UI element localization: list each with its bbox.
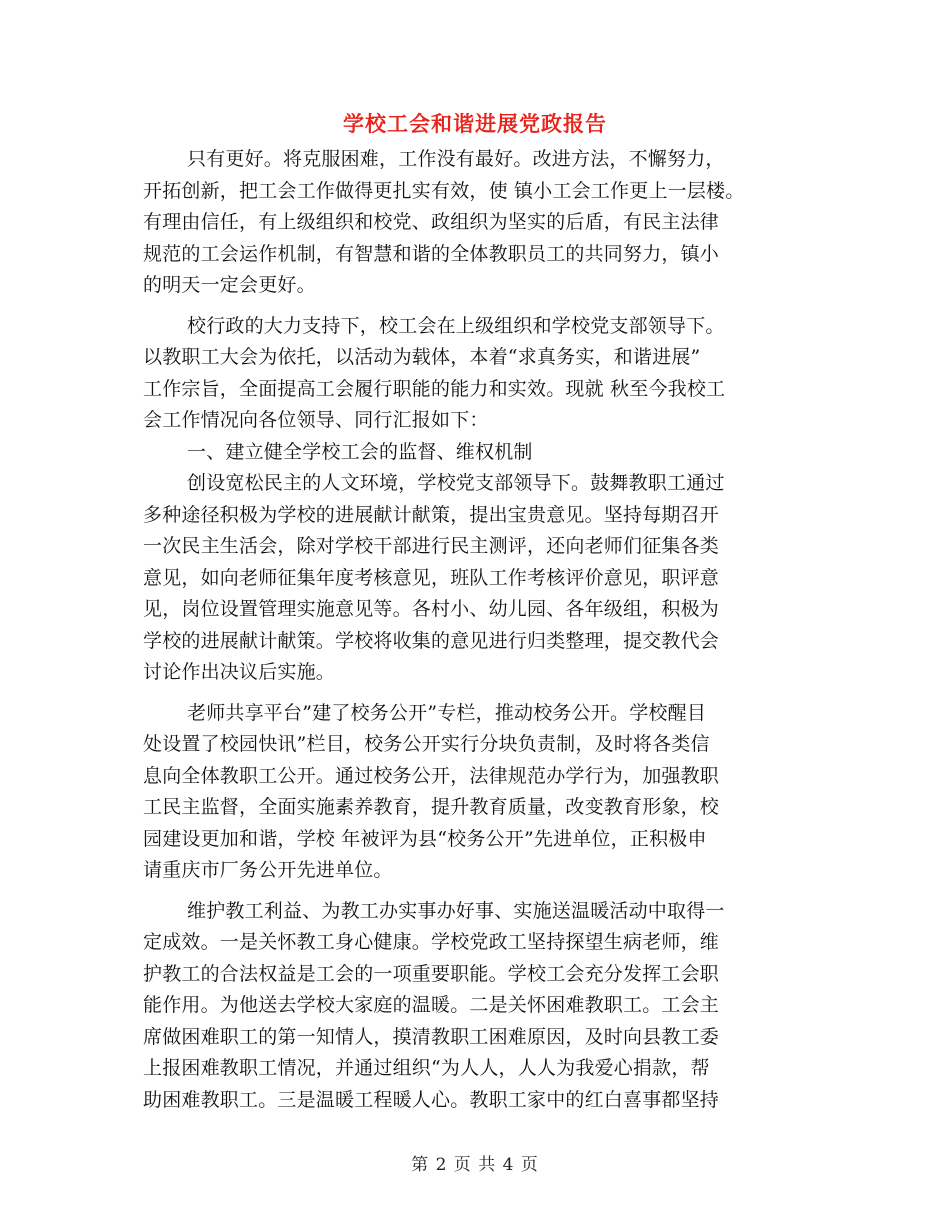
section-heading: 一、建立健全学校工会的监督、维权机制	[187, 440, 533, 463]
paragraph-gap	[143, 689, 807, 698]
text-line: 开拓创新，把工会工作做得更扎实有效，使 镇小工会工作更上一层楼。	[143, 179, 745, 202]
text-line: 请重庆市厂务公开先进单位。	[143, 859, 393, 881]
paragraph-gap	[143, 887, 807, 896]
text-line: 助困难教职工。三是温暖工程暖人心。教职工家中的红白喜事都坚持	[143, 1088, 720, 1111]
text-line: 息向全体教职工公开。通过校务公开，法律规范办学行为，加强教职	[143, 764, 720, 787]
document-title: 学校工会和谐进展党政报告	[343, 111, 607, 136]
text-line: 规范的工会运作机制，有智慧和谐的全体教职员工的共同努力，镇小	[143, 242, 720, 265]
page-footer: 第 2 页 共 4 页	[411, 1155, 539, 1175]
text-line: 会工作情况向各位领导、同行汇报如下：	[143, 409, 489, 431]
paragraph-gap	[143, 302, 807, 311]
text-line: 工民主监督，全面实施素养教育，提升教育质量，改变教育形象，校	[143, 796, 720, 818]
text-line: 意见，如向老师征集年度考核意见，班队工作考核评价意见，职评意	[143, 566, 720, 589]
text-line: 创设宽松民主的人文环境，学校党支部领导下。鼓舞教职工通过	[187, 472, 725, 494]
text-line: 有理由信任，有上级组织和校党、政组织为坚实的后盾，有民主法律	[143, 211, 720, 233]
text-line: 见，岗位设置管理实施意见等。各村小、幼儿园、各年级组，积极为	[143, 598, 720, 620]
text-line: 的明天一定会更好。	[143, 274, 316, 296]
text-line: 学校的进展献计献策。学校将收集的意见进行归类整理，提交教代会	[143, 629, 720, 652]
text-line: 工作宗旨，全面提高工会履行职能的能力和实效。现就 秋至今我校工	[143, 377, 726, 400]
text-line: 多种途径积极为学校的进展献计献策，提出宝贵意见。坚持每期召开	[143, 503, 720, 526]
text-line: 维护教工利益、为教工办实事办好事、实施送温暖活动中取得一	[187, 899, 725, 922]
text-line: 定成效。一是关怀教工身心健康。学校党政工坚持探望生病老师，维	[143, 931, 720, 953]
text-line: 席做困难职工的第一知情人，摸清教职工困难原因，及时向县教工委	[143, 1025, 720, 1048]
text-line: 能作用。为他送去学校大家庭的温暖。二是关怀困难教职工。工会主	[143, 994, 720, 1016]
document-body	[143, 144, 807, 1116]
text-line: 讨论作出决议后实施。	[143, 661, 336, 683]
text-line: 校行政的大力支持下，校工会在上级组织和学校党支部领导下。	[187, 314, 725, 337]
text-line: 上报困难教职工情况，并通过组织“为人人，人人为我爱心捐款，帮	[143, 1057, 710, 1079]
text-line: 老师共享平台”建了校务公开”专栏，推动校务公开。学校醒目	[187, 701, 707, 724]
text-line: 护教工的合法权益是工会的一项重要职能。学校工会充分发挥工会职	[143, 962, 720, 985]
text-line: 处设置了校园快讯”栏目，校务公开实行分块负责制，及时将各类信	[143, 733, 710, 755]
text-line: 以教职工大会为依托，以活动为载体，本着“求真务实，和谐进展”	[143, 346, 701, 368]
text-line: 园建设更加和谐，学校 年被评为县“校务公开”先进单位，正积极申	[143, 827, 707, 850]
text-line: 只有更好。将克服困难，工作没有最好。改进方法，不懈努力，	[187, 148, 725, 170]
text-line: 一次民主生活会，除对学校干部进行民主测评，还向老师们征集各类	[143, 535, 720, 557]
